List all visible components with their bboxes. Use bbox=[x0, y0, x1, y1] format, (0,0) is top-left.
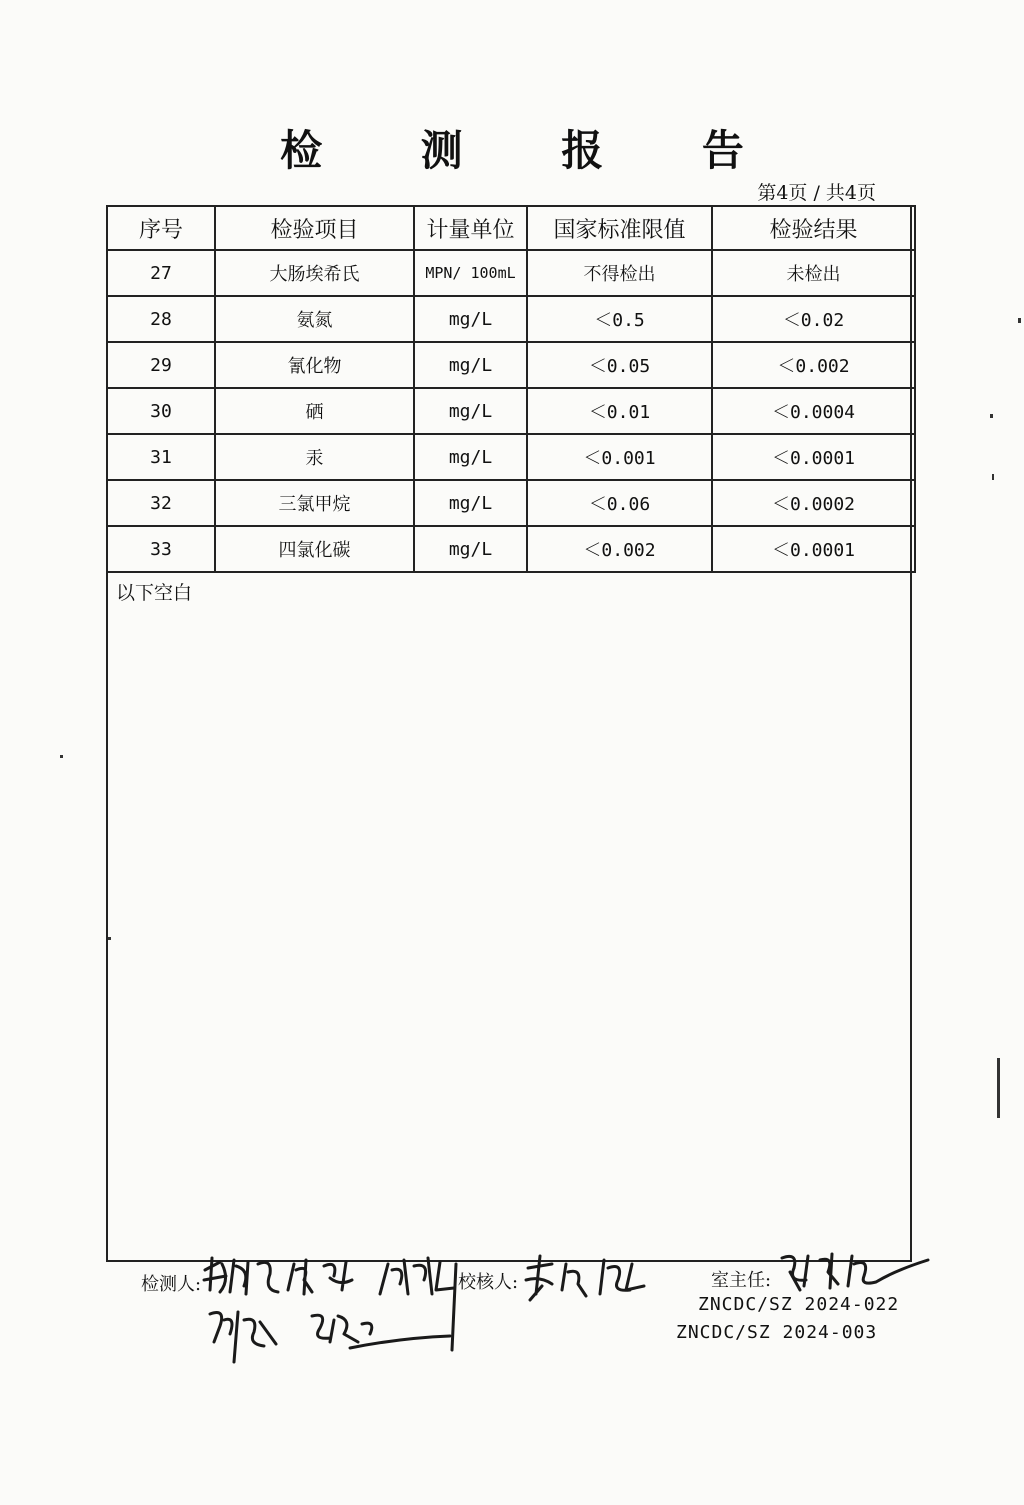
cell-result: ＜0.0001 bbox=[712, 526, 915, 572]
header-unit: 计量单位 bbox=[414, 206, 527, 250]
reviewer-signature bbox=[522, 1250, 652, 1310]
table-header-row bbox=[107, 206, 915, 250]
cell-unit: mg/L bbox=[414, 388, 527, 434]
cell-seq: 28 bbox=[107, 296, 215, 342]
table-row bbox=[107, 434, 915, 480]
cell-limit: ＜0.5 bbox=[527, 296, 712, 342]
tester-label: 检测人: bbox=[141, 1274, 202, 1295]
cell-result: ＜0.02 bbox=[712, 296, 915, 342]
report-code-1: ZNCDC/SZ 2024-022 bbox=[698, 1294, 900, 1315]
cell-item: 四氯化碳 bbox=[215, 526, 414, 572]
cell-item: 硒 bbox=[215, 388, 414, 434]
cell-limit: 不得检出 bbox=[527, 250, 712, 296]
scan-speck bbox=[1018, 318, 1021, 323]
cell-unit: MPN/ 100mL bbox=[414, 250, 527, 296]
cell-item: 氰化物 bbox=[215, 342, 414, 388]
cell-limit: ＜0.01 bbox=[527, 388, 712, 434]
cell-seq: 29 bbox=[107, 342, 215, 388]
cell-item: 三氯甲烷 bbox=[215, 480, 414, 526]
header-seq: 序号 bbox=[107, 206, 215, 250]
cell-result: ＜0.0001 bbox=[712, 434, 915, 480]
scan-speck bbox=[108, 937, 111, 940]
cell-seq: 33 bbox=[107, 526, 215, 572]
reviewer-label: 校核人: bbox=[458, 1272, 519, 1293]
cell-limit: ＜0.05 bbox=[527, 342, 712, 388]
scan-speck bbox=[992, 474, 994, 480]
table-row bbox=[107, 480, 915, 526]
cell-item: 氨氮 bbox=[215, 296, 414, 342]
director-signature bbox=[776, 1246, 932, 1296]
header-result: 检验结果 bbox=[712, 206, 915, 250]
cell-unit: mg/L bbox=[414, 342, 527, 388]
scan-speck bbox=[60, 755, 63, 758]
cell-unit: mg/L bbox=[414, 296, 527, 342]
cell-seq: 27 bbox=[107, 250, 215, 296]
cell-limit: ＜0.002 bbox=[527, 526, 712, 572]
cell-result: ＜0.0002 bbox=[712, 480, 915, 526]
cell-limit: ＜0.001 bbox=[527, 434, 712, 480]
cell-limit: ＜0.06 bbox=[527, 480, 712, 526]
blank-below-note: 以下空白 bbox=[116, 582, 193, 604]
table-row bbox=[107, 526, 915, 572]
cell-seq: 31 bbox=[107, 434, 215, 480]
table-row bbox=[107, 296, 915, 342]
scan-speck bbox=[997, 1058, 1000, 1118]
cell-item: 大肠埃希氏 bbox=[215, 250, 414, 296]
report-title: 检 测 报 告 bbox=[280, 126, 786, 175]
cell-unit: mg/L bbox=[414, 526, 527, 572]
cell-result: ＜0.002 bbox=[712, 342, 915, 388]
header-limit: 国家标准限值 bbox=[527, 206, 712, 250]
cell-seq: 32 bbox=[107, 480, 215, 526]
report-code-2: ZNCDC/SZ 2024-003 bbox=[676, 1322, 878, 1343]
scan-speck bbox=[990, 414, 993, 418]
cell-result: 未检出 bbox=[712, 250, 915, 296]
table-row bbox=[107, 388, 915, 434]
cell-item: 汞 bbox=[215, 434, 414, 480]
cell-result: ＜0.0004 bbox=[712, 388, 915, 434]
tester-signatures bbox=[200, 1250, 480, 1365]
table-row bbox=[107, 250, 915, 296]
cell-unit: mg/L bbox=[414, 434, 527, 480]
director-label: 室主任: bbox=[711, 1270, 772, 1291]
table-row bbox=[107, 342, 915, 388]
cell-unit: mg/L bbox=[414, 480, 527, 526]
cell-seq: 30 bbox=[107, 388, 215, 434]
results-table bbox=[106, 205, 916, 573]
header-item: 检验项目 bbox=[215, 206, 414, 250]
page-indicator: 第4页 / 共4页 bbox=[757, 182, 876, 204]
